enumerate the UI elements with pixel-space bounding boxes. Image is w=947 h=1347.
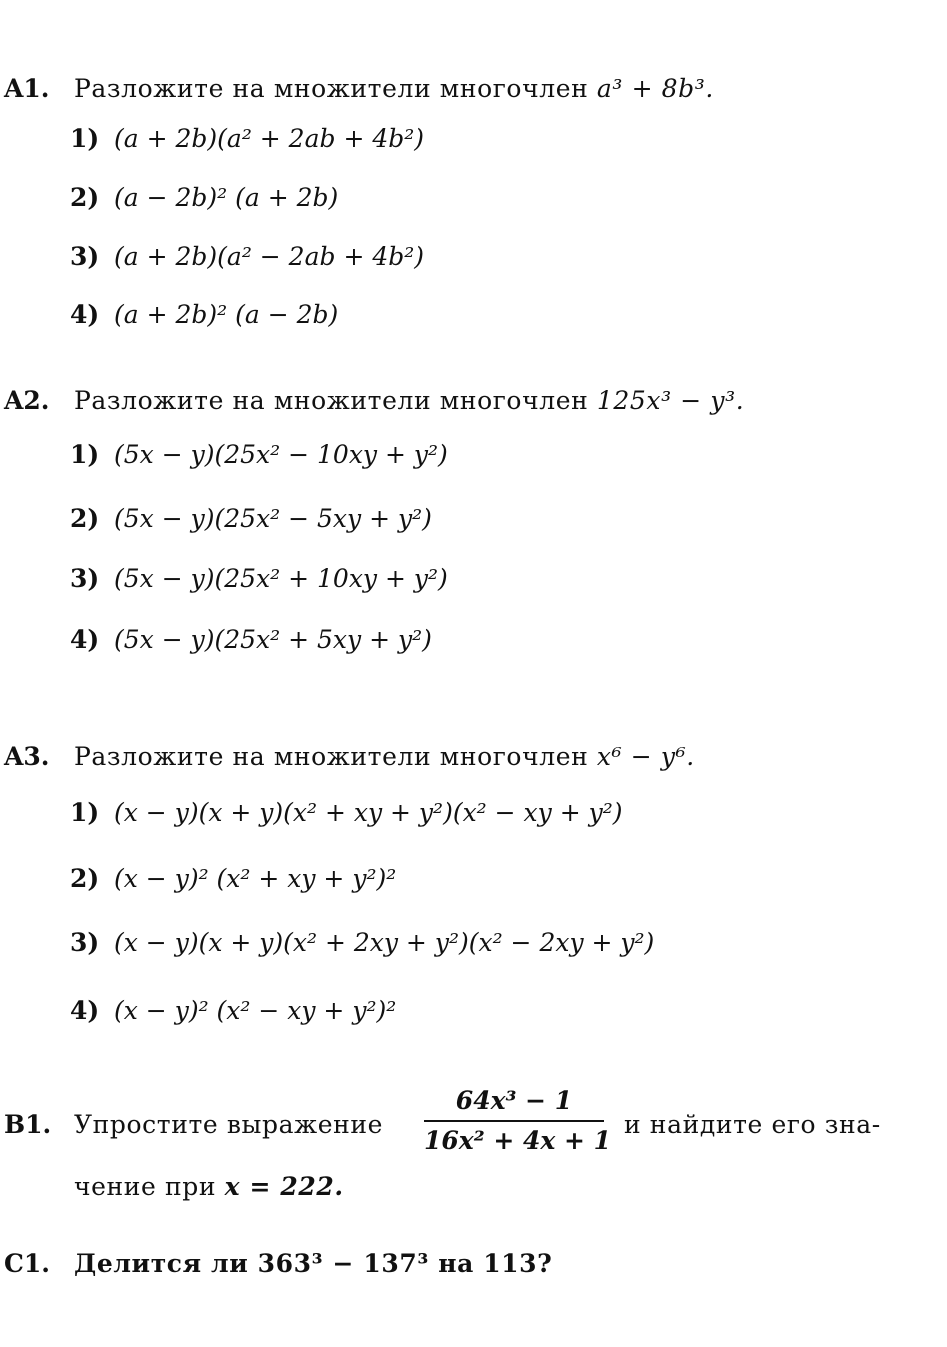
option-expression: (x − y)(x + y)(x² + 2xy + y²)(x² − 2xy + y²) xyxy=(114,928,655,957)
problem-number: A1. xyxy=(4,74,50,103)
answer-option[interactable] xyxy=(70,298,338,332)
option-number: 3) xyxy=(70,242,100,271)
answer-option[interactable] xyxy=(70,240,424,274)
option-expression: (5x − y)(25x² + 10xy + y²) xyxy=(114,564,448,593)
problem-number: C1. xyxy=(4,1249,50,1278)
answer-option[interactable] xyxy=(70,438,448,472)
fraction-numerator: 64x³ − 1 xyxy=(455,1086,573,1115)
problem-statement xyxy=(74,72,714,106)
option-expression: (5x − y)(25x² + 5xy + y²) xyxy=(114,625,432,654)
option-number: 1) xyxy=(70,440,100,469)
answer-option[interactable] xyxy=(70,796,623,830)
option-number: 4) xyxy=(70,300,100,329)
problem-prompt: Упростите выражение xyxy=(74,1110,384,1139)
answer-option[interactable] xyxy=(70,122,424,156)
option-number: 1) xyxy=(70,124,100,153)
answer-option[interactable] xyxy=(70,181,338,215)
answer-option[interactable] xyxy=(70,502,432,536)
problem-prompt-continued: и найдите его зна- xyxy=(624,1110,881,1139)
option-expression: (5x − y)(25x² − 5xy + y²) xyxy=(114,504,432,533)
option-number: 2) xyxy=(70,183,100,212)
problem-expression: x⁶ − y⁶. xyxy=(596,742,695,771)
option-number: 2) xyxy=(70,864,100,893)
problem-number: A2. xyxy=(4,386,50,415)
problem-statement xyxy=(74,384,744,418)
fraction-denominator: 16x² + 4x + 1 xyxy=(424,1126,612,1155)
option-expression: (a − 2b)² (a + 2b) xyxy=(114,183,339,212)
option-number: 4) xyxy=(70,996,100,1025)
problem-expression: x = 222. xyxy=(224,1172,344,1201)
problem-prompt: Разложите на множители многочлен xyxy=(74,74,589,103)
option-expression: (5x − y)(25x² − 10xy + y²) xyxy=(114,440,448,469)
answer-option[interactable] xyxy=(70,926,654,960)
option-expression: (a + 2b)² (a − 2b) xyxy=(114,300,339,329)
problem-text xyxy=(74,1170,344,1204)
problem-text-start: чение при xyxy=(74,1172,217,1201)
problem-text: Делится ли 363³ − 137³ на 113? xyxy=(74,1249,553,1278)
option-number: 3) xyxy=(70,928,100,957)
option-number: 4) xyxy=(70,625,100,654)
option-expression: (x − y)² (x² − xy + y²)² xyxy=(114,996,397,1025)
problem-b1-line2 xyxy=(4,1170,934,1204)
fraction xyxy=(424,1084,612,1158)
option-expression: (a + 2b)(a² − 2ab + 4b²) xyxy=(114,242,425,271)
fraction-bar xyxy=(424,1120,604,1122)
answer-option[interactable] xyxy=(70,562,448,596)
problem-number: A3. xyxy=(4,742,50,771)
problem-b1-header xyxy=(4,1084,934,1164)
option-expression: (x − y)² (x² + xy + y²)² xyxy=(114,864,397,893)
answer-option[interactable] xyxy=(70,623,432,657)
problem-b1 xyxy=(4,1084,934,1201)
option-number: 1) xyxy=(70,798,100,827)
problem-statement xyxy=(74,740,695,774)
option-expression: (a + 2b)(a² + 2ab + 4b²) xyxy=(114,124,425,153)
answer-option[interactable] xyxy=(70,862,396,896)
answer-option[interactable] xyxy=(70,994,396,1028)
problem-expression: 125x³ − y³. xyxy=(596,386,745,415)
option-number: 3) xyxy=(70,564,100,593)
problem-expression: a³ + 8b³. xyxy=(596,74,714,103)
option-expression: (x − y)(x + y)(x² + xy + y²)(x² − xy + y²) xyxy=(114,798,623,827)
problem-number: B1. xyxy=(4,1110,52,1139)
problem-prompt: Разложите на множители многочлен xyxy=(74,742,589,771)
problem-prompt: Разложите на множители многочлен xyxy=(74,386,589,415)
option-number: 2) xyxy=(70,504,100,533)
